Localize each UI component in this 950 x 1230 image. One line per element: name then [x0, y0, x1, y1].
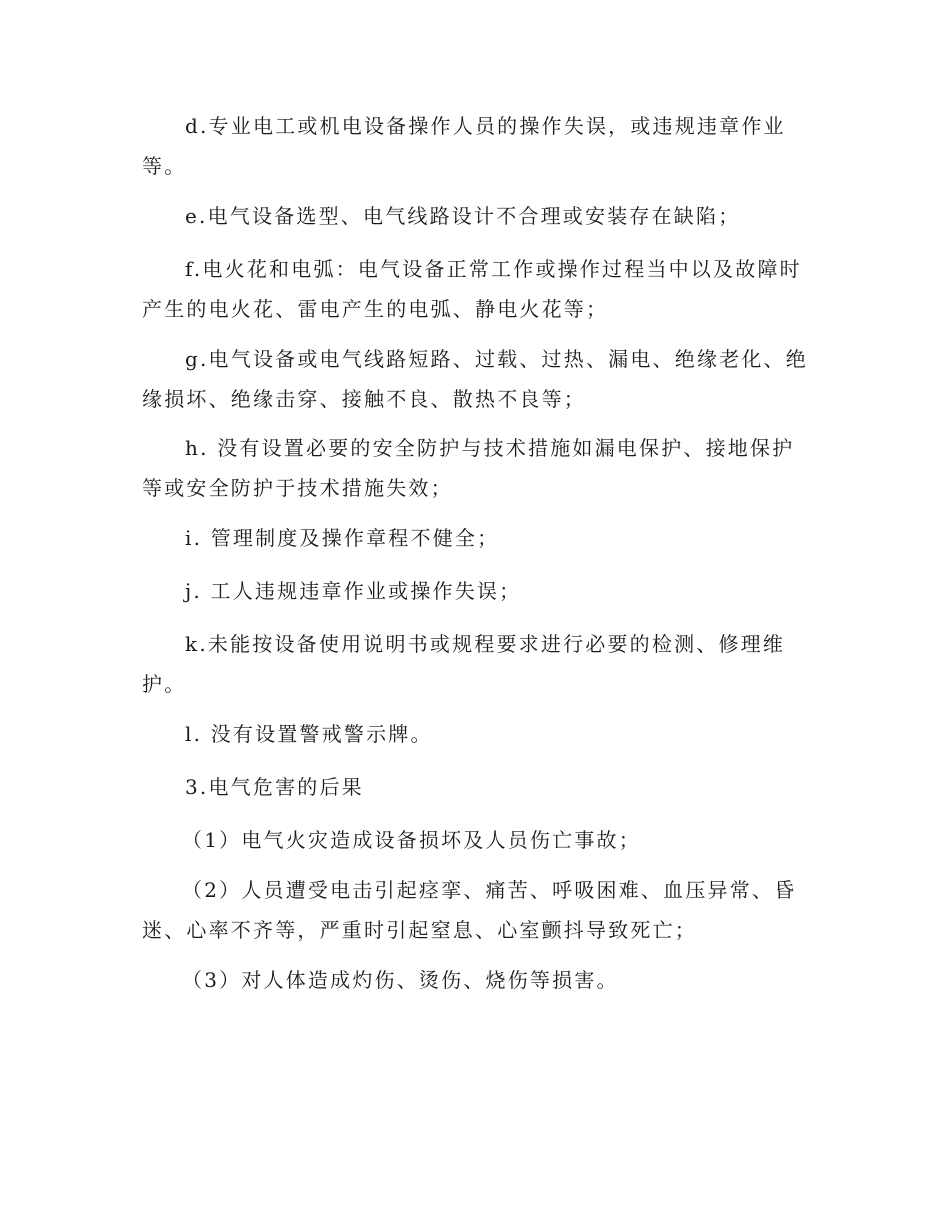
- paragraph-g: g.电气设备或电气线路短路、过载、过热、漏电、绝缘老化、绝缘损坏、绝缘击穿、接触不良、散热不良等；: [142, 347, 808, 411]
- paragraph-e: e.电气设备选型、电气线路设计不合理或安装存在缺陷；: [185, 204, 741, 228]
- paragraph-d: d.专业电工或机电设备操作人员的操作失误，或违规违章作业等。: [142, 114, 786, 178]
- paragraph-i: i. 管理制度及操作章程不健全；: [185, 526, 500, 550]
- paragraph-l: l. 没有设置警戒警示牌。: [185, 722, 433, 746]
- paragraph-j: j. 工人违规违章作业或操作失误；: [185, 579, 522, 603]
- paragraph-f: f.电火花和电弧：电气设备正常工作或操作过程当中以及故障时产生的电火花、雷电产生的电弧、静电火花等；: [142, 257, 802, 321]
- consequence-3: （3）对人体造成灼伤、烫伤、烧伤等损害。: [182, 968, 619, 992]
- section-heading: 3.电气危害的后果: [185, 775, 364, 799]
- consequence-1: （1）电气火灾造成设备损坏及人员伤亡事故；: [182, 828, 641, 852]
- consequence-2: （2）人员遭受电击引起痉挛、痛苦、呼吸困难、血压异常、昏迷、心率不齐等，严重时引起窒息、心室颤抖导致死亡；: [142, 878, 797, 942]
- paragraph-k: k.未能按设备使用说明书或规程要求进行必要的检测、修理维护。: [142, 632, 786, 696]
- paragraph-h: h. 没有设置必要的安全防护与技术措施如漏电保护、接地保护等或安全防护于技术措施失效；: [142, 436, 795, 500]
